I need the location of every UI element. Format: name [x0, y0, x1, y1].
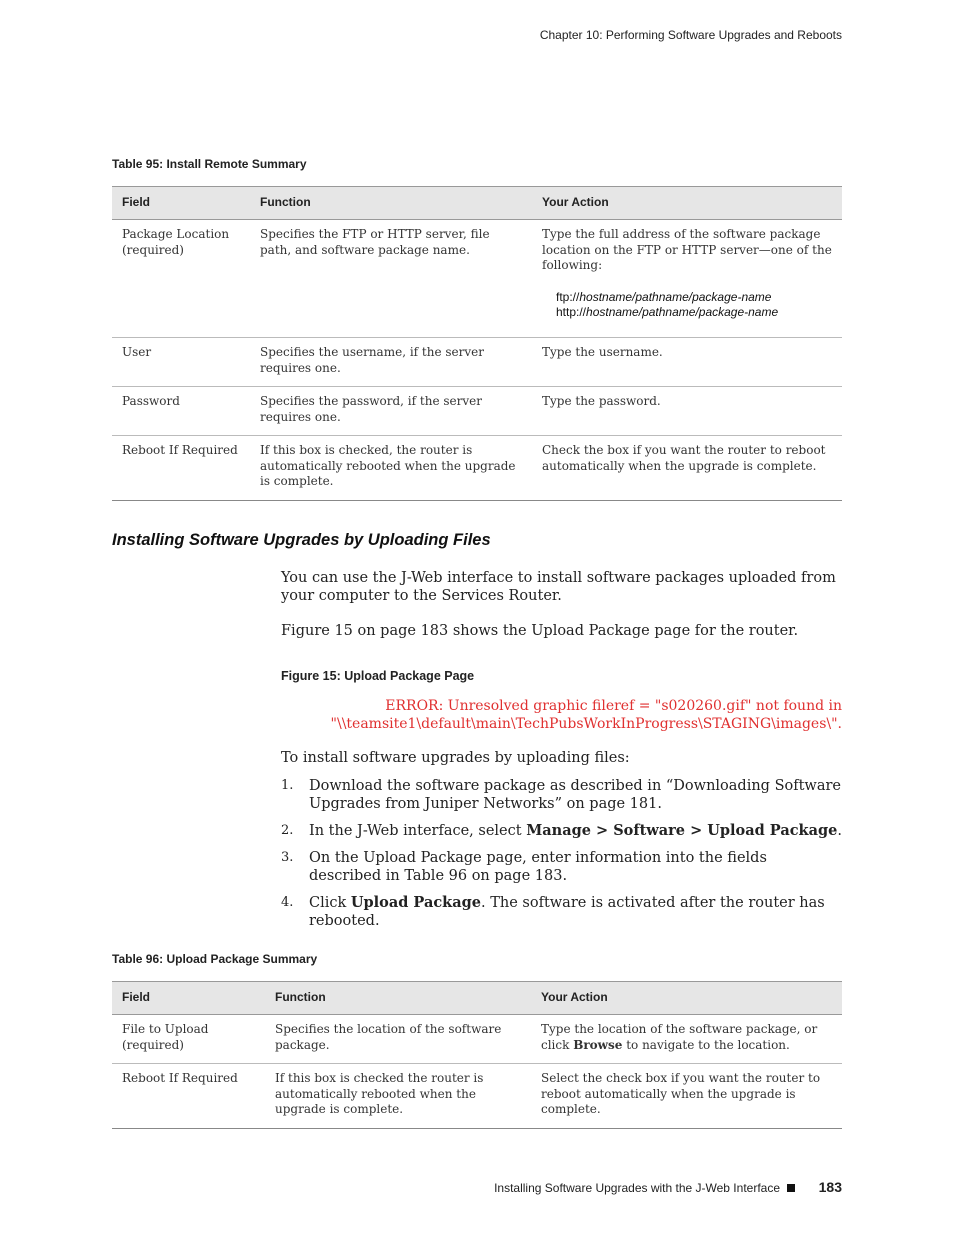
cell-function: If this box is checked, the router is automatically rebooted when the upgrade is complete. — [250, 436, 532, 501]
paragraph-figure-ref: Figure 15 on page 183 shows the Upload Package page for the router. — [281, 623, 799, 639]
step-1 — [281, 777, 842, 813]
cell-field: Reboot If Required — [112, 436, 250, 501]
table-96-title: Table 96: Upload Package Summary — [112, 952, 318, 966]
column-header-action: Your Action — [531, 982, 842, 1015]
running-header: Chapter 10: Performing Software Upgrades and Reboots — [539, 28, 842, 42]
step-3 — [281, 849, 842, 885]
table-row — [112, 387, 842, 436]
url-ftp: ftp://hostname/pathname/package-name — [556, 289, 772, 304]
paragraph-intro: You can use the J-Web interface to install software packages uploaded from your computer to the Services Router. — [281, 570, 836, 604]
step-text: On the Upload Package page, enter information into the fields described in Table 96 on page 183. — [309, 850, 767, 884]
column-header-action: Your Action — [532, 187, 842, 220]
cell-function: Specifies the location of the software package. — [265, 1015, 531, 1064]
upload-package-summary-table — [112, 981, 842, 1129]
table-row — [112, 220, 842, 338]
cell-field: File to Upload (required) — [112, 1015, 265, 1064]
step-4 — [281, 894, 842, 930]
graphic-error-line-1: ERROR: Unresolved graphic fileref = "s020260.gif" not found in — [385, 698, 842, 714]
menu-path: Manage > Software > Upload Package — [526, 822, 838, 839]
column-header-function: Function — [265, 982, 531, 1015]
cell-action: Check the box if you want the router to reboot automatically when the upgrade is complete. — [532, 436, 842, 501]
table-header-row — [112, 187, 842, 220]
cell-field: Reboot If Required — [112, 1064, 265, 1129]
table-row — [112, 1015, 842, 1064]
running-footer: Installing Software Upgrades with the J-Web Interface — [494, 1181, 780, 1195]
table-header-row — [112, 982, 842, 1015]
table-row — [112, 1064, 842, 1129]
step-text: Download the software package as described in “Downloading Software Upgrades from Juniper Networks” on page 181. — [309, 778, 841, 812]
cell-action-text: Type the full address of the software package location on the FTP or HTTP server—one of the following: — [542, 227, 832, 272]
cell-field: Password — [112, 387, 250, 436]
steps-intro: To install software upgrades by uploading files: — [281, 750, 630, 766]
cell-action — [532, 220, 842, 338]
step-number: 4. — [281, 895, 294, 910]
column-header-function: Function — [250, 187, 532, 220]
table-row — [112, 436, 842, 501]
url-list — [542, 290, 832, 321]
step-number: 3. — [281, 850, 294, 865]
step-number: 2. — [281, 823, 294, 838]
table-row — [112, 338, 842, 387]
graphic-error-line-2: "\\teamsite1\default\main\TechPubsWorkInProgress\STAGING\images\". — [330, 716, 842, 732]
cell-function: Specifies the password, if the server requires one. — [250, 387, 532, 436]
step-2 — [281, 822, 842, 840]
cell-action: Type the location of the software package, or click Browse to navigate to the location. — [531, 1015, 842, 1064]
cell-function: If this box is checked the router is automatically rebooted when the upgrade is complete. — [265, 1064, 531, 1129]
step-number: 1. — [281, 778, 294, 793]
step-text: Click Upload Package. The software is activated after the router has rebooted. — [309, 894, 825, 929]
section-heading: Installing Software Upgrades by Uploading Files — [112, 531, 491, 549]
cell-action: Type the username. — [532, 338, 842, 387]
figure-title: Figure 15: Upload Package Page — [281, 669, 475, 683]
step-text: In the J-Web interface, select Manage > Software > Upload Package. — [309, 822, 842, 839]
footer-square-bullet — [787, 1184, 795, 1192]
cell-action: Type the password. — [532, 387, 842, 436]
table-95-title: Table 95: Install Remote Summary — [112, 157, 307, 171]
cell-action: Select the check box if you want the router to reboot automatically when the upgrade is complete. — [531, 1064, 842, 1129]
cell-field: User — [112, 338, 250, 387]
cell-function: Specifies the FTP or HTTP server, file path, and software package name. — [250, 220, 532, 338]
column-header-field: Field — [112, 982, 265, 1015]
button-name: Upload Package — [350, 894, 481, 911]
column-header-field: Field — [112, 187, 250, 220]
url-http: http://hostname/pathname/package-name — [556, 305, 779, 319]
cell-function: Specifies the username, if the server requires one. — [250, 338, 532, 387]
browse-label: Browse — [573, 1037, 623, 1052]
cell-field: Package Location (required) — [112, 220, 250, 338]
page-number: 183 — [818, 1179, 842, 1195]
install-remote-summary-table — [112, 186, 842, 501]
